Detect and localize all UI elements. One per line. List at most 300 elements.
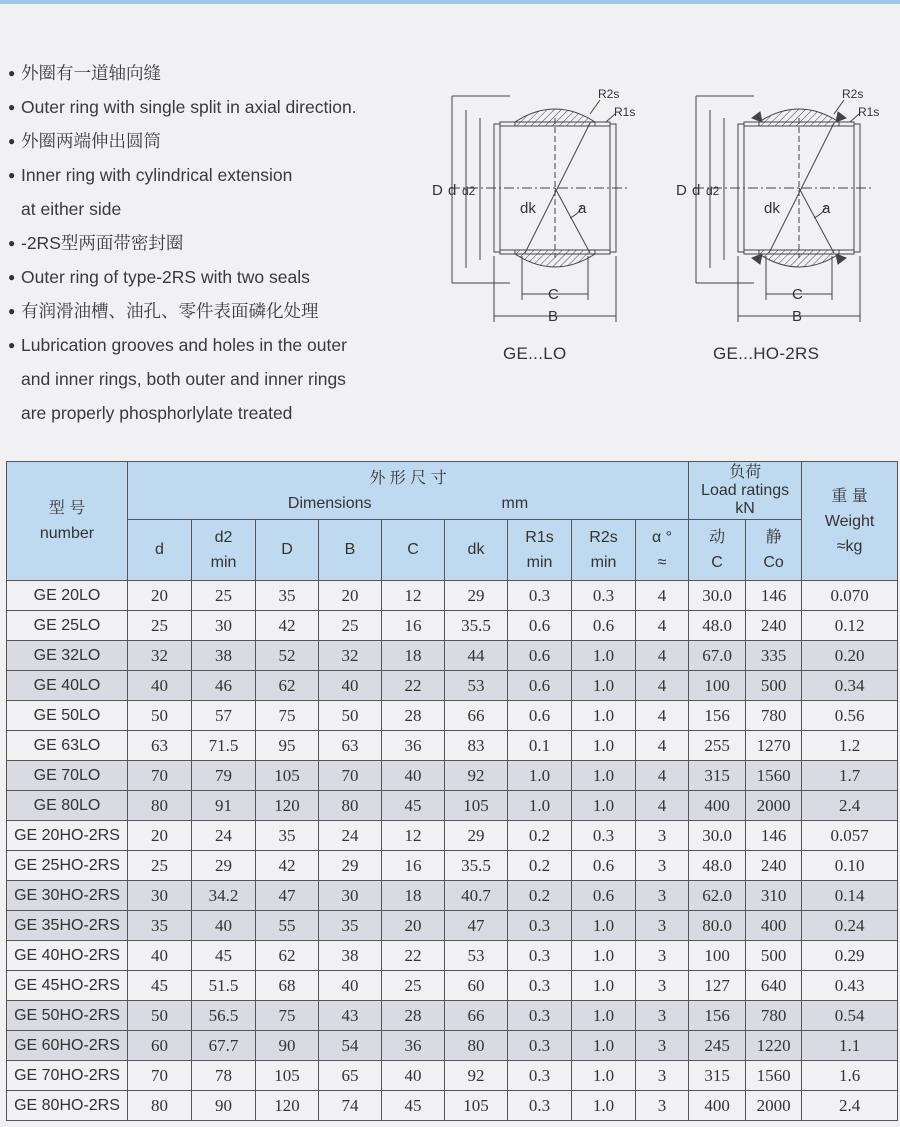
- cell-D: 47: [256, 881, 319, 911]
- cell-weight: 1.6: [802, 1061, 898, 1091]
- feature-item: [8, 158, 428, 226]
- load-header: [689, 462, 802, 520]
- cell-alpha: 4: [636, 761, 689, 791]
- cell-alpha: 3: [636, 1061, 689, 1091]
- cell-d: 30: [128, 881, 192, 911]
- cell-D: 35: [256, 581, 319, 611]
- dim-label-C: C: [548, 286, 559, 303]
- cell-d: 32: [128, 641, 192, 671]
- cell-load-dynamic: 127: [689, 971, 746, 1001]
- bullet-icon: ●: [8, 338, 16, 352]
- cell-weight: 1.2: [802, 731, 898, 761]
- cell-d2: 51.5: [192, 971, 256, 1001]
- cell-r2s: 1.0: [572, 911, 636, 941]
- feature-item: [8, 124, 428, 158]
- bullet-icon: ●: [8, 270, 16, 284]
- cell-weight: 0.24: [802, 911, 898, 941]
- dim-label-B: B: [792, 308, 803, 325]
- cell-d: 50: [128, 701, 192, 731]
- cell-C: 12: [382, 581, 445, 611]
- table-row: [7, 1001, 898, 1031]
- feature-text: Inner ring with cylindrical extension at either side: [21, 165, 293, 219]
- cell-alpha: 3: [636, 941, 689, 971]
- cell-load-static: 2000: [746, 1091, 802, 1121]
- cell-alpha: 3: [636, 851, 689, 881]
- cell-d: 40: [128, 941, 192, 971]
- col-header-D: D: [256, 520, 319, 581]
- cell-d: 60: [128, 1031, 192, 1061]
- dim-label-alpha: a: [578, 200, 587, 217]
- table-row: [7, 671, 898, 701]
- cell-C: 40: [382, 761, 445, 791]
- cell-d2: 67.7: [192, 1031, 256, 1061]
- cell-model: GE 50LO: [7, 701, 128, 731]
- cell-r1s: 0.3: [508, 971, 572, 1001]
- cell-dk: 66: [445, 701, 508, 731]
- dim-label-dk: dk: [764, 200, 780, 217]
- cell-r1s: 0.1: [508, 731, 572, 761]
- feature-item: [8, 328, 428, 430]
- cell-d: 35: [128, 911, 192, 941]
- cell-C: 28: [382, 701, 445, 731]
- cell-model: GE 30HO-2RS: [7, 881, 128, 911]
- cell-alpha: 3: [636, 821, 689, 851]
- cell-model: GE 70LO: [7, 761, 128, 791]
- cell-weight: 0.43: [802, 971, 898, 1001]
- cell-weight: 0.12: [802, 611, 898, 641]
- feature-text: 有润滑油槽、油孔、零件表面磷化处理: [21, 301, 319, 321]
- cell-load-static: 1560: [746, 1061, 802, 1091]
- cell-model: GE 25HO-2RS: [7, 851, 128, 881]
- col-header-alpha-label: α °: [651, 529, 673, 546]
- cell-C: 18: [382, 641, 445, 671]
- cell-load-static: 1220: [746, 1031, 802, 1061]
- cell-d: 80: [128, 1091, 192, 1121]
- cell-load-dynamic: 315: [689, 761, 746, 791]
- drawing-caption-lo: GE...LO: [503, 344, 567, 363]
- cell-load-static: 310: [746, 881, 802, 911]
- load-header-cn: 负荷: [729, 463, 762, 481]
- cell-dk: 105: [445, 1091, 508, 1121]
- cell-C: 36: [382, 731, 445, 761]
- cell-model: GE 40HO-2RS: [7, 941, 128, 971]
- cell-load-dynamic: 156: [689, 1001, 746, 1031]
- cell-B: 40: [319, 971, 382, 1001]
- dim-label-D: D: [676, 182, 687, 199]
- feature-text: 外圈两端伸出圆筒: [21, 131, 161, 151]
- dim-label-dk: dk: [520, 200, 536, 217]
- table-row: [7, 761, 898, 791]
- cell-load-static: 400: [746, 911, 802, 941]
- cell-alpha: 4: [636, 641, 689, 671]
- cell-B: 74: [319, 1091, 382, 1121]
- cell-D: 95: [256, 731, 319, 761]
- table-row: [7, 641, 898, 671]
- cell-C: 45: [382, 791, 445, 821]
- model-header-en: number: [39, 525, 95, 542]
- cell-weight: 2.4: [802, 1091, 898, 1121]
- cell-weight: 2.4: [802, 791, 898, 821]
- cell-d2: 40: [192, 911, 256, 941]
- cell-r2s: 0.3: [572, 581, 636, 611]
- feature-item: [8, 260, 428, 294]
- cell-model: GE 70HO-2RS: [7, 1061, 128, 1091]
- load-header-unit: kN: [735, 499, 755, 517]
- top-accent-line: [0, 0, 900, 4]
- cell-model: GE 50HO-2RS: [7, 1001, 128, 1031]
- cell-dk: 29: [445, 821, 508, 851]
- cell-load-dynamic: 30.0: [689, 821, 746, 851]
- cell-D: 105: [256, 1061, 319, 1091]
- cell-d: 25: [128, 611, 192, 641]
- cell-r1s: 0.2: [508, 881, 572, 911]
- cell-alpha: 3: [636, 1001, 689, 1031]
- cell-alpha: 4: [636, 731, 689, 761]
- cell-r1s: 0.3: [508, 1001, 572, 1031]
- col-header-dynamic-cn: 动: [709, 529, 726, 546]
- cell-C: 16: [382, 611, 445, 641]
- cell-load-static: 146: [746, 581, 802, 611]
- cell-load-dynamic: 245: [689, 1031, 746, 1061]
- cell-D: 75: [256, 1001, 319, 1031]
- table-row: [7, 911, 898, 941]
- cell-model: GE 45HO-2RS: [7, 971, 128, 1001]
- cell-d2: 29: [192, 851, 256, 881]
- cell-B: 35: [319, 911, 382, 941]
- cell-D: 90: [256, 1031, 319, 1061]
- cell-d: 25: [128, 851, 192, 881]
- col-header-C: C: [382, 520, 445, 581]
- cell-r2s: 0.6: [572, 611, 636, 641]
- cell-r1s: 0.2: [508, 821, 572, 851]
- cell-r1s: 0.2: [508, 851, 572, 881]
- table-row: [7, 791, 898, 821]
- cell-load-dynamic: 67.0: [689, 641, 746, 671]
- cell-r2s: 1.0: [572, 1001, 636, 1031]
- col-header-r1s-label: R1s: [525, 529, 554, 546]
- cell-weight: 0.14: [802, 881, 898, 911]
- cell-model: GE 80HO-2RS: [7, 1091, 128, 1121]
- cell-D: 120: [256, 791, 319, 821]
- cell-d2: 56.5: [192, 1001, 256, 1031]
- cell-C: 25: [382, 971, 445, 1001]
- col-header-r1s-min: min: [526, 554, 553, 571]
- col-header-B: B: [319, 520, 382, 581]
- dimensions-unit: mm: [501, 494, 529, 512]
- feature-item: [8, 226, 428, 260]
- cell-alpha: 3: [636, 971, 689, 1001]
- cell-B: 70: [319, 761, 382, 791]
- cell-load-static: 335: [746, 641, 802, 671]
- cell-r1s: 0.6: [508, 671, 572, 701]
- cell-alpha: 4: [636, 611, 689, 641]
- feature-item: [8, 90, 428, 124]
- cell-B: 80: [319, 791, 382, 821]
- cell-r1s: 0.3: [508, 1031, 572, 1061]
- cell-B: 30: [319, 881, 382, 911]
- cell-load-dynamic: 255: [689, 731, 746, 761]
- cell-dk: 92: [445, 1061, 508, 1091]
- cell-dk: 44: [445, 641, 508, 671]
- cell-load-dynamic: 48.0: [689, 851, 746, 881]
- feature-item: [8, 56, 428, 90]
- cell-B: 20: [319, 581, 382, 611]
- col-header-r1s: [508, 520, 572, 581]
- cell-B: 24: [319, 821, 382, 851]
- cell-load-dynamic: 48.0: [689, 611, 746, 641]
- cell-alpha: 4: [636, 791, 689, 821]
- cell-C: 40: [382, 1061, 445, 1091]
- col-header-d2: [192, 520, 256, 581]
- feature-list: [8, 56, 428, 430]
- cell-d: 63: [128, 731, 192, 761]
- cell-r2s: 1.0: [572, 1061, 636, 1091]
- cell-r2s: 1.0: [572, 971, 636, 1001]
- cell-B: 32: [319, 641, 382, 671]
- cell-B: 54: [319, 1031, 382, 1061]
- cell-C: 45: [382, 1091, 445, 1121]
- dim-label-d2: d2: [706, 184, 720, 198]
- cell-d: 20: [128, 581, 192, 611]
- cell-r2s: 1.0: [572, 941, 636, 971]
- cell-d2: 24: [192, 821, 256, 851]
- table-row: [7, 851, 898, 881]
- cell-D: 62: [256, 941, 319, 971]
- cell-weight: 0.20: [802, 641, 898, 671]
- cell-r1s: 0.6: [508, 641, 572, 671]
- weight-header-unit: ≈kg: [836, 537, 863, 555]
- cell-d2: 30: [192, 611, 256, 641]
- model-header-cn: 型 号: [48, 500, 86, 517]
- cell-load-static: 240: [746, 611, 802, 641]
- cell-d2: 57: [192, 701, 256, 731]
- cell-model: GE 63LO: [7, 731, 128, 761]
- cell-dk: 47: [445, 911, 508, 941]
- cell-B: 25: [319, 611, 382, 641]
- cell-alpha: 4: [636, 581, 689, 611]
- cell-load-dynamic: 30.0: [689, 581, 746, 611]
- cell-r1s: 1.0: [508, 791, 572, 821]
- cell-B: 50: [319, 701, 382, 731]
- cell-dk: 53: [445, 941, 508, 971]
- cell-dk: 53: [445, 671, 508, 701]
- cell-d: 40: [128, 671, 192, 701]
- cell-d: 80: [128, 791, 192, 821]
- bearing-drawing-ho-2rs: [674, 78, 894, 328]
- col-header-alpha: [636, 520, 689, 581]
- cell-dk: 35.5: [445, 611, 508, 641]
- cell-load-dynamic: 156: [689, 701, 746, 731]
- cell-model: GE 60HO-2RS: [7, 1031, 128, 1061]
- cell-weight: 1.7: [802, 761, 898, 791]
- cell-d2: 90: [192, 1091, 256, 1121]
- dim-label-d: d: [692, 182, 701, 199]
- model-header: [7, 462, 128, 581]
- bullet-icon: ●: [8, 168, 16, 182]
- cell-r2s: 1.0: [572, 641, 636, 671]
- cell-d: 50: [128, 1001, 192, 1031]
- feature-text: -2RS型两面带密封圈: [21, 233, 184, 253]
- col-header-alpha-approx: ≈: [657, 554, 667, 571]
- cell-weight: 0.54: [802, 1001, 898, 1031]
- cell-dk: 83: [445, 731, 508, 761]
- cell-weight: 0.29: [802, 941, 898, 971]
- cell-dk: 29: [445, 581, 508, 611]
- col-header-r2s-label: R2s: [589, 529, 618, 546]
- cell-B: 40: [319, 671, 382, 701]
- cell-d: 20: [128, 821, 192, 851]
- cell-C: 20: [382, 911, 445, 941]
- cell-alpha: 3: [636, 1091, 689, 1121]
- cell-C: 36: [382, 1031, 445, 1061]
- cell-r2s: 1.0: [572, 761, 636, 791]
- cell-d2: 79: [192, 761, 256, 791]
- dim-label-alpha: a: [822, 200, 831, 217]
- cell-d2: 45: [192, 941, 256, 971]
- table-row: [7, 971, 898, 1001]
- cell-C: 22: [382, 941, 445, 971]
- cell-r2s: 1.0: [572, 731, 636, 761]
- cell-D: 68: [256, 971, 319, 1001]
- drawing-caption-ho-2rs: GE...HO-2RS: [713, 344, 820, 363]
- cell-D: 55: [256, 911, 319, 941]
- dim-label-B: B: [548, 308, 559, 325]
- cell-alpha: 4: [636, 671, 689, 701]
- cell-weight: 0.057: [802, 821, 898, 851]
- cell-B: 29: [319, 851, 382, 881]
- dim-label-D: D: [432, 182, 443, 199]
- cell-weight: 0.10: [802, 851, 898, 881]
- cell-load-static: 780: [746, 701, 802, 731]
- bullet-icon: ●: [8, 304, 16, 318]
- feature-text: 外圈有一道轴向缝: [21, 63, 161, 83]
- feature-text: Lubrication grooves and holes in the outer and inner rings, both outer and inner rings are properly phosphorlylate treated: [21, 335, 347, 423]
- bullet-icon: ●: [8, 100, 16, 114]
- cell-load-dynamic: 400: [689, 1091, 746, 1121]
- cell-D: 75: [256, 701, 319, 731]
- col-header-dynamic: [689, 520, 746, 581]
- cell-load-static: 1270: [746, 731, 802, 761]
- cell-d2: 34.2: [192, 881, 256, 911]
- cell-load-static: 500: [746, 671, 802, 701]
- cell-D: 62: [256, 671, 319, 701]
- table-row: [7, 701, 898, 731]
- cell-model: GE 35HO-2RS: [7, 911, 128, 941]
- cell-dk: 66: [445, 1001, 508, 1031]
- table-row: [7, 611, 898, 641]
- table-row: [7, 1061, 898, 1091]
- cell-r2s: 1.0: [572, 1091, 636, 1121]
- cell-model: GE 80LO: [7, 791, 128, 821]
- cell-B: 63: [319, 731, 382, 761]
- cell-load-dynamic: 315: [689, 1061, 746, 1091]
- table-row: [7, 731, 898, 761]
- col-header-d: d: [128, 520, 192, 581]
- cell-d2: 91: [192, 791, 256, 821]
- cell-r1s: 0.3: [508, 1091, 572, 1121]
- cell-B: 38: [319, 941, 382, 971]
- cell-r2s: 0.6: [572, 881, 636, 911]
- cell-weight: 1.1: [802, 1031, 898, 1061]
- bearing-drawing-lo: [430, 78, 650, 328]
- table-row: [7, 941, 898, 971]
- dim-label-R1s: R1s: [858, 105, 880, 119]
- col-header-d2-label: d2: [214, 529, 233, 546]
- cell-dk: 92: [445, 761, 508, 791]
- cell-r1s: 0.6: [508, 701, 572, 731]
- cell-D: 120: [256, 1091, 319, 1121]
- cell-dk: 105: [445, 791, 508, 821]
- cell-r2s: 1.0: [572, 791, 636, 821]
- cell-r2s: 1.0: [572, 701, 636, 731]
- cell-C: 12: [382, 821, 445, 851]
- cell-r1s: 1.0: [508, 761, 572, 791]
- cell-load-static: 500: [746, 941, 802, 971]
- col-header-static: [746, 520, 802, 581]
- cell-r1s: 0.3: [508, 581, 572, 611]
- spec-table-body: [7, 581, 898, 1121]
- cell-load-static: 240: [746, 851, 802, 881]
- cell-load-static: 640: [746, 971, 802, 1001]
- cell-load-static: 2000: [746, 791, 802, 821]
- cell-model: GE 20LO: [7, 581, 128, 611]
- cell-D: 35: [256, 821, 319, 851]
- dimensions-header: [128, 462, 689, 520]
- cell-D: 52: [256, 641, 319, 671]
- cell-weight: 0.070: [802, 581, 898, 611]
- cell-B: 65: [319, 1061, 382, 1091]
- cell-weight: 0.56: [802, 701, 898, 731]
- cell-r2s: 0.6: [572, 851, 636, 881]
- cell-D: 42: [256, 611, 319, 641]
- col-header-r2s: [572, 520, 636, 581]
- bullet-icon: ●: [8, 66, 16, 80]
- cell-load-static: 780: [746, 1001, 802, 1031]
- weight-header-en: Weight: [824, 512, 875, 530]
- table-row: [7, 881, 898, 911]
- cell-D: 42: [256, 851, 319, 881]
- cell-load-dynamic: 400: [689, 791, 746, 821]
- cell-dk: 60: [445, 971, 508, 1001]
- cell-d2: 71.5: [192, 731, 256, 761]
- cell-dk: 40.7: [445, 881, 508, 911]
- table-row: [7, 821, 898, 851]
- cell-load-dynamic: 80.0: [689, 911, 746, 941]
- cell-dk: 35.5: [445, 851, 508, 881]
- cell-r2s: 0.3: [572, 821, 636, 851]
- weight-header-cn: 重 量: [831, 487, 868, 505]
- col-header-dk: dk: [445, 520, 508, 581]
- cell-weight: 0.34: [802, 671, 898, 701]
- cell-D: 105: [256, 761, 319, 791]
- cell-r1s: 0.3: [508, 1061, 572, 1091]
- bullet-icon: ●: [8, 134, 16, 148]
- cell-d2: 78: [192, 1061, 256, 1091]
- cell-alpha: 3: [636, 881, 689, 911]
- cell-d2: 38: [192, 641, 256, 671]
- bullet-icon: ●: [8, 236, 16, 250]
- cell-dk: 80: [445, 1031, 508, 1061]
- dim-label-R1s: R1s: [614, 105, 636, 119]
- col-header-static-cn: 静: [765, 529, 782, 546]
- cell-r2s: 1.0: [572, 1031, 636, 1061]
- dim-label-d: d: [448, 182, 457, 199]
- col-header-d2-min: min: [210, 554, 237, 571]
- cell-model: GE 20HO-2RS: [7, 821, 128, 851]
- cell-d2: 25: [192, 581, 256, 611]
- cell-d: 70: [128, 761, 192, 791]
- dim-label-R2s: R2s: [842, 87, 864, 101]
